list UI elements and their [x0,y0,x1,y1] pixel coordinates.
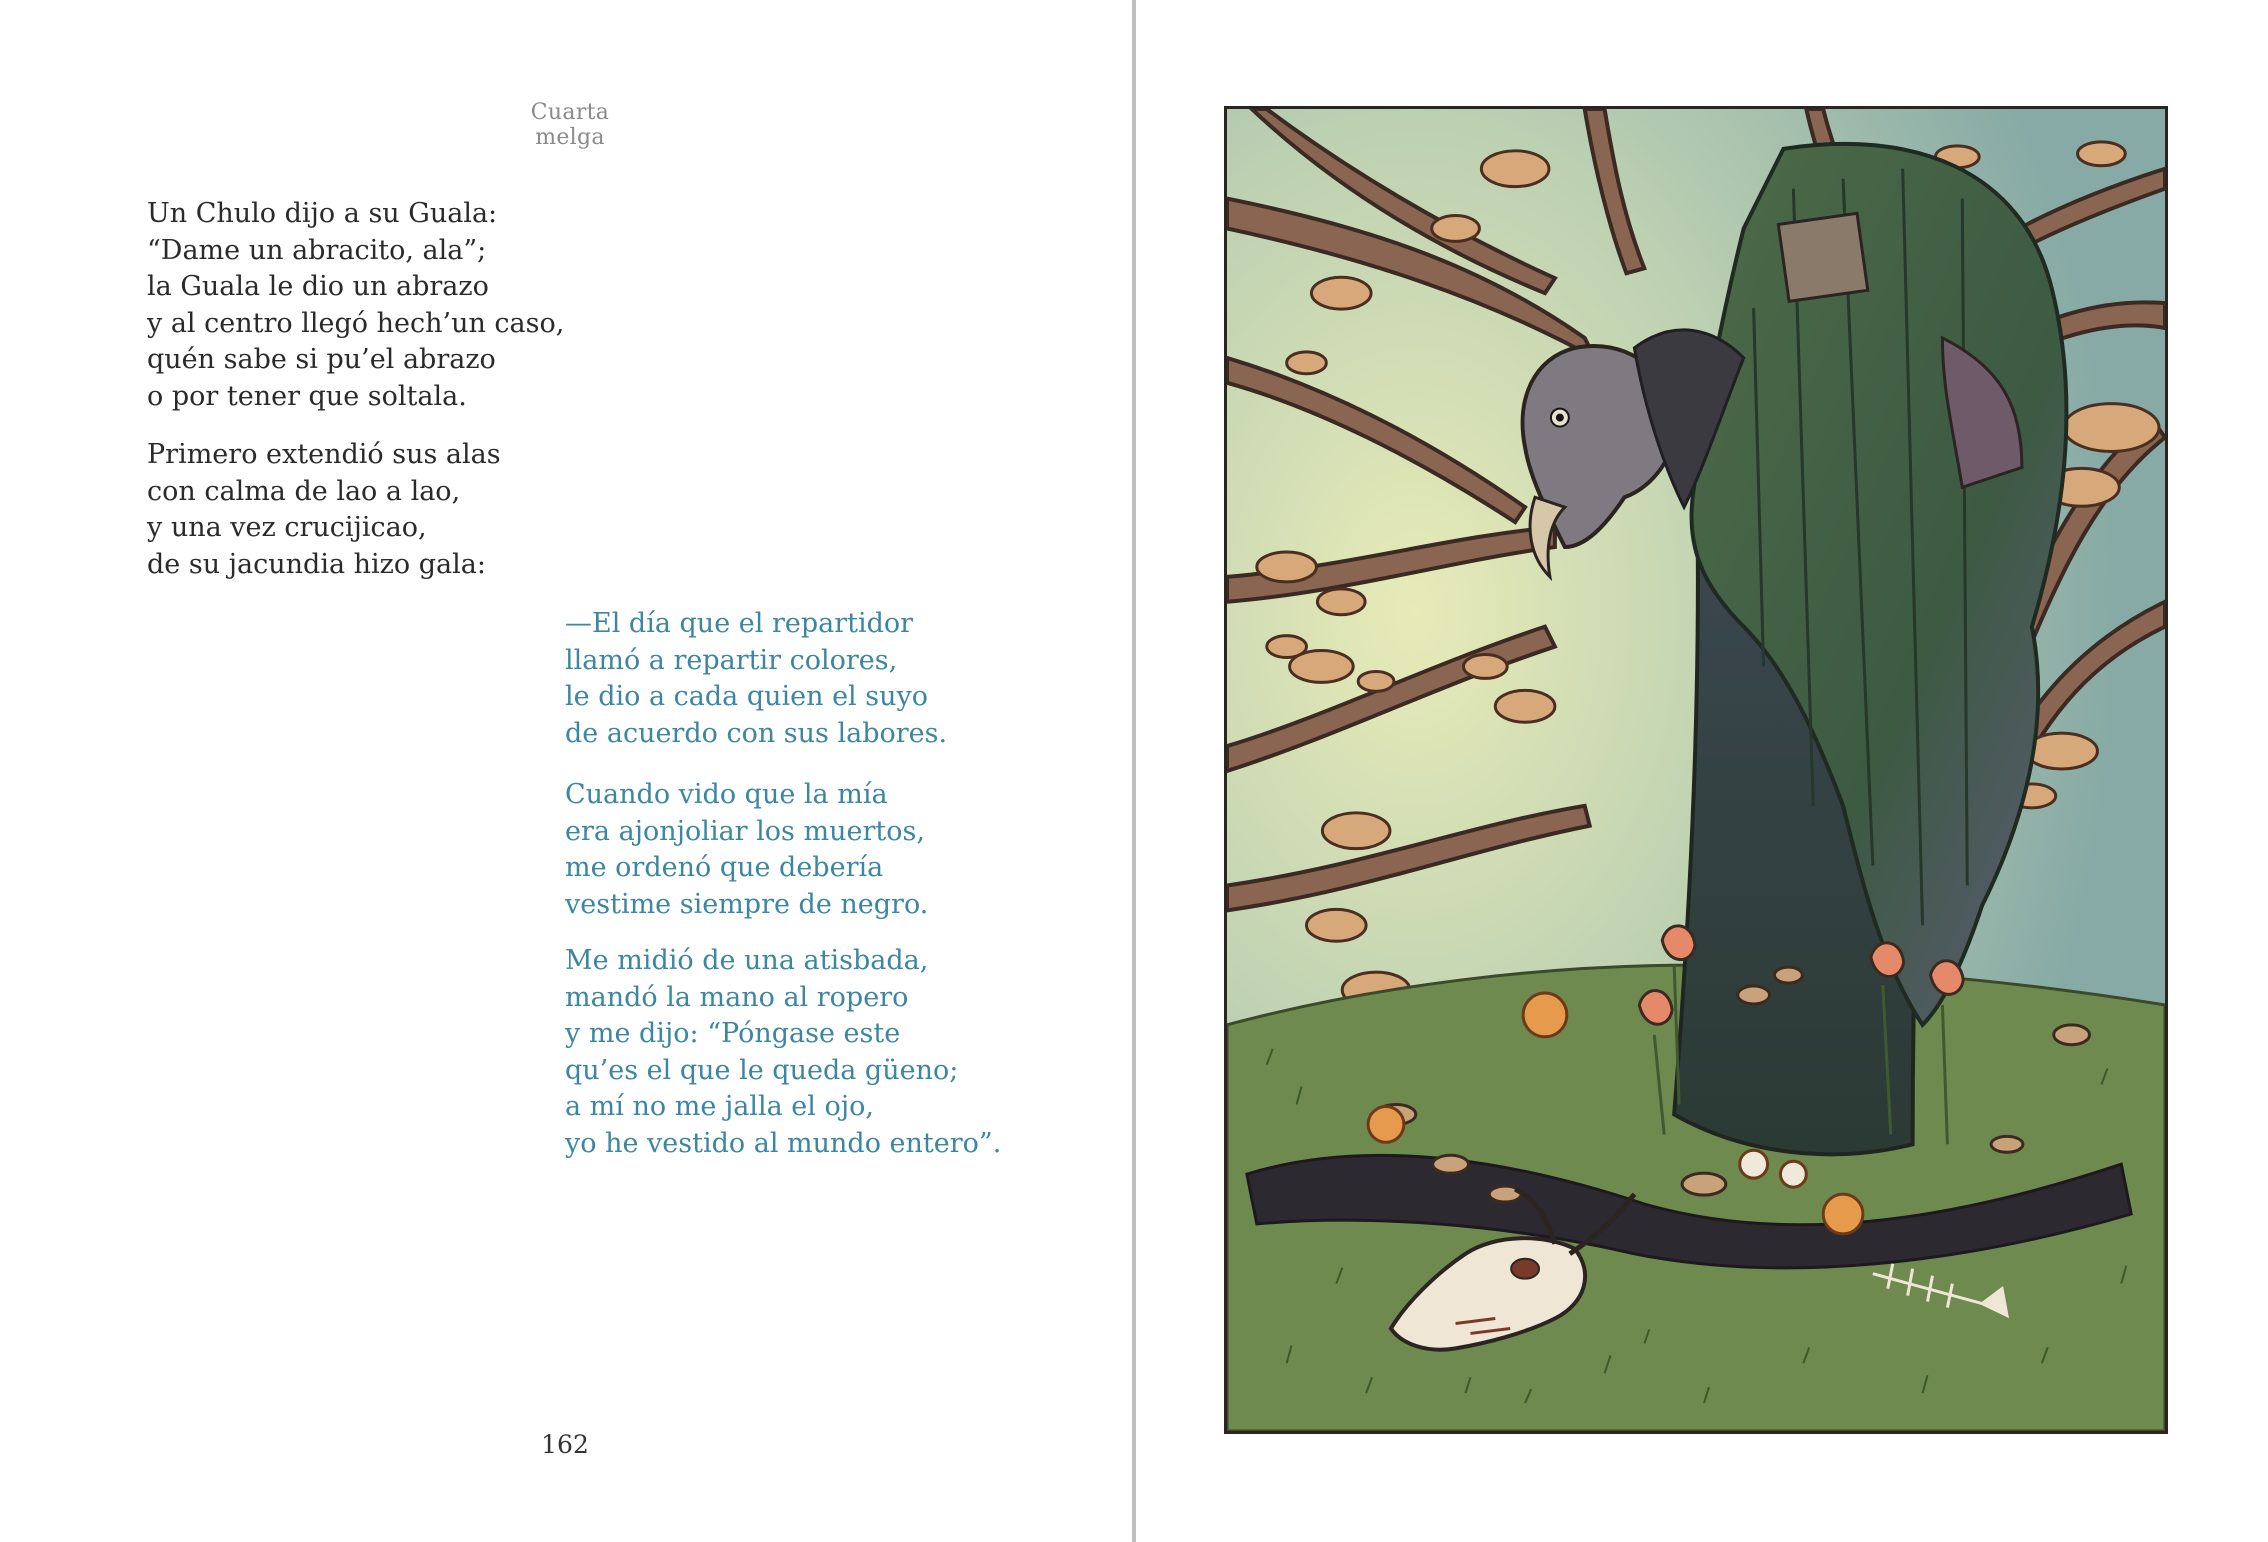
stanza-5 [565,943,1001,1162]
stanza-3 [565,606,947,752]
verse-line: Cuando vido que la mía [565,779,888,810]
verse-line: de su jacundia hizo gala: [147,548,486,580]
verse-line: o por tener que soltala. [147,380,467,412]
page-number: 162 [541,1430,589,1459]
verse-line: era ajonjoliar los muertos, [565,815,925,847]
verse-line: qu’es el que le queda güeno; [565,1054,959,1086]
verse-line: vestime siempre de negro. [565,888,929,920]
verse-line: yo he vestido al mundo entero”. [565,1127,1002,1159]
verse-line: y una vez crucijicao, [147,512,427,543]
verse-line: a mí no me jalla el ojo, [565,1091,874,1122]
verse-line: “Dame un abracito, ala”; [147,234,487,266]
stanza-2 [147,437,501,583]
verse-line: Me midió de una atisbada, [565,945,929,976]
verse-line: y me dijo: “Póngase este [565,1018,901,1049]
verse-line: le dio a cada quien el suyo [565,681,929,712]
verse-line: de acuerdo con sus labores. [565,717,948,749]
vulture-illustration [1224,106,2168,1434]
stanza-4 [565,777,928,923]
verse-line: la Guala le dio un abrazo [147,271,489,302]
verse-line: con calma de lao a lao, [147,475,461,507]
verse-line: Un Chulo dijo a su Guala: [147,198,498,229]
verse-line: me ordenó que debería [565,852,884,883]
cloak-patch [1778,213,1868,301]
verse-line: mandó la mano al ropero [565,981,909,1013]
verse-line: y al centro llegó hech’un caso, [147,307,565,339]
verse-line: —El día que el repartidor [565,608,914,639]
running-head: Cuarta melga [530,100,610,150]
stanza-1 [147,196,564,415]
verse-line: llamó a repartir colores, [565,644,898,676]
verse-line: quén sabe si pu’el abrazo [147,344,496,375]
verse-line: Primero extendió sus alas [147,439,501,470]
right-page [1138,0,2268,1542]
book-gutter [1132,0,1136,1542]
illustration-art [1227,109,2165,1431]
